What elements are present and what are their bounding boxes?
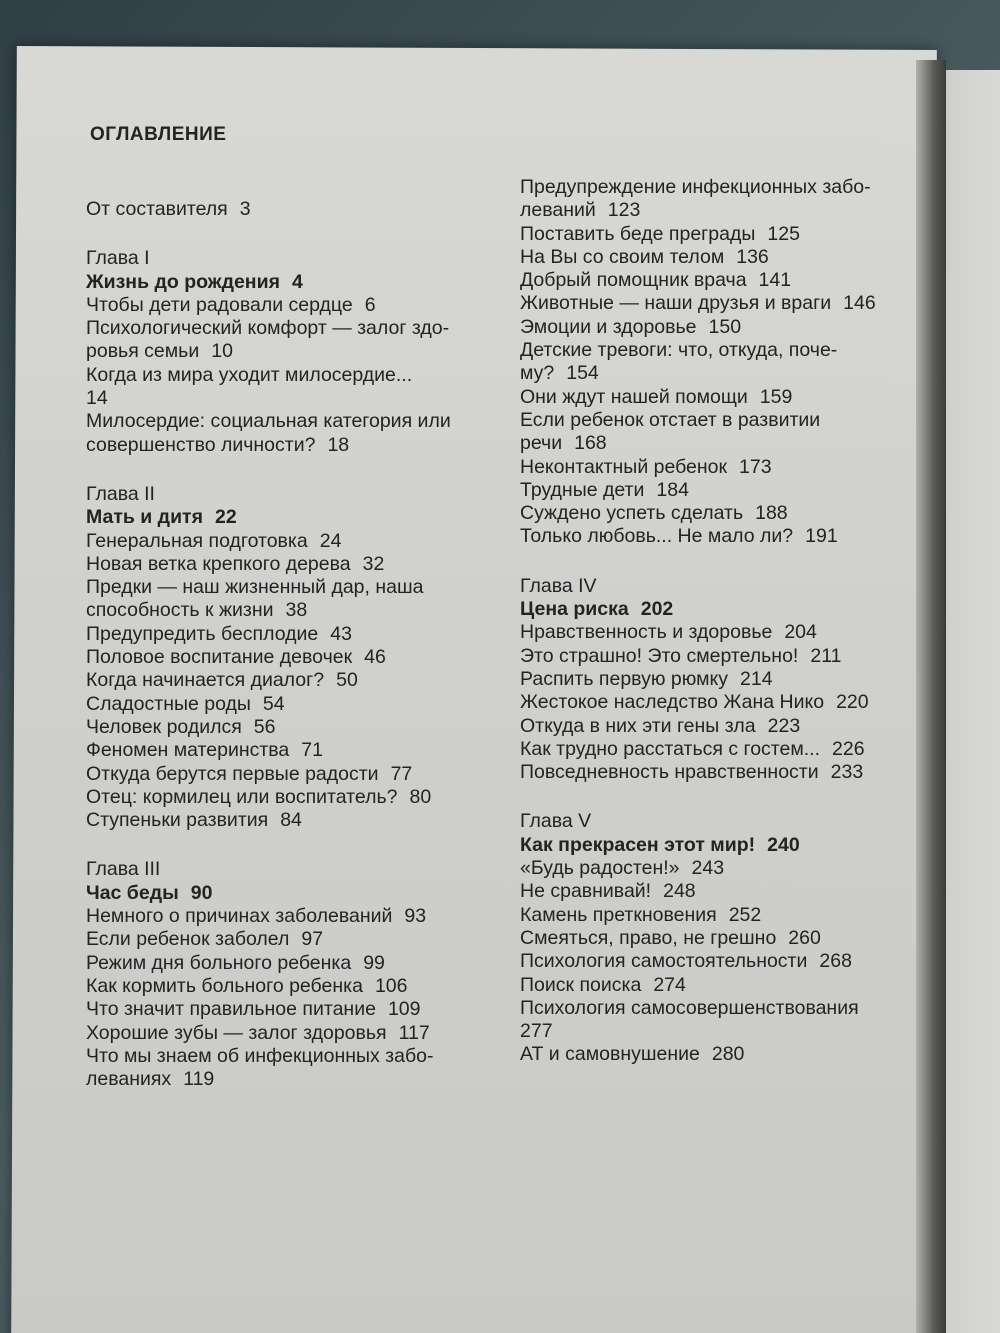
toc-entry-line1: Психологический комфорт — залог здо-: [86, 317, 450, 340]
chapter-label: Глава V: [520, 810, 592, 833]
toc-entry-line2: леваниях 119: [86, 1068, 215, 1091]
toc-entry: Режим дня больного ребенка 99: [86, 951, 385, 974]
toc-entry: Откуда берутся первые радости 77: [86, 762, 413, 785]
chapter-title: Как прекрасен этот мир! 240: [520, 833, 800, 856]
toc-entry-line2: совершенство личности? 18: [86, 433, 350, 456]
toc-entry: На Вы со своим телом 136: [520, 245, 769, 268]
toc-entry-page: 14: [86, 387, 108, 410]
toc-entry-line1: Детские тревоги: что, откуда, поче-: [520, 339, 838, 362]
toc-entry: Нравственность и здоровье 204: [520, 621, 817, 644]
toc-entry-line2: способность к жизни 38: [86, 599, 308, 622]
toc-entry: Что значит правильное питание 109: [86, 998, 421, 1021]
chapter-label: Глава III: [86, 858, 161, 881]
toc-entry: Добрый помощник врача 141: [520, 269, 792, 292]
chapter-title: Жизнь до рождения 4: [86, 270, 303, 293]
toc-entry: Камень преткновения 252: [520, 903, 762, 926]
toc-entry-line1: Когда из мира уходит милосердие...: [86, 363, 413, 386]
toc-entry-line2: ровья семьи 10: [86, 340, 233, 363]
toc-entry: «Будь радостен!» 243: [520, 857, 725, 880]
toc-entry-line1: Милосердие: социальная категория или: [86, 410, 451, 433]
toc-entry: Жестокое наследство Жана Нико 220: [520, 691, 869, 714]
toc-entry-line1: Если ребенок отстает в развитии: [520, 408, 821, 431]
toc-entry: Хорошие зубы — залог здоровья 117: [86, 1021, 430, 1044]
toc-entry-line1: Предки — наш жизненный дар, наша: [86, 576, 424, 599]
toc-entry-line1: Предупреждение инфекционных забо-: [520, 176, 871, 198]
toc-entry-line2: речи 168: [520, 432, 607, 455]
toc-entry-line2: леваний 123: [520, 199, 641, 222]
toc-entry-line1: Что мы знаем об инфекционных забо-: [86, 1044, 434, 1067]
toc-entry: Поставить беде преграды 125: [520, 222, 800, 245]
toc-entry: Только любовь... Не мало ли? 191: [520, 525, 838, 548]
toc-entry: [86, 198, 498, 221]
toc-entry: Сладостные роды 54: [86, 692, 285, 715]
toc-entry: Половое воспитание девочек 46: [86, 646, 386, 669]
chapter-label: Глава II: [86, 482, 155, 505]
toc-entry: Суждено успеть сделать 188: [520, 502, 788, 525]
toc-entry: Эмоции и здоровье 150: [520, 315, 742, 338]
toc-entry: Распить первую рюмку 214: [520, 667, 773, 690]
toc-heading: ОГЛАВЛЕНИЕ: [90, 124, 227, 145]
toc-entry: АТ и самовнушение 280: [520, 1043, 745, 1066]
toc-entry: Если ребенок заболел 97: [86, 928, 324, 951]
toc-entry: Откуда в них эти гены зла 223: [520, 714, 801, 737]
toc-entry: Человек родился 56: [86, 715, 276, 738]
chapter-title: Цена риска 202: [520, 598, 674, 621]
toc-entry: Неконтактный ребенок 173: [520, 455, 772, 478]
toc-entry: Животные — наши друзья и враги 146: [520, 292, 876, 315]
chapter-title: Час беды 90: [86, 881, 213, 904]
toc-entry: Ступеньки развития 84: [86, 809, 302, 832]
toc-entry: Смеяться, право, не грешно 260: [520, 926, 821, 949]
toc-entry: Как трудно расстаться с гостем... 226: [520, 737, 865, 760]
chapter-label: Глава I: [86, 247, 150, 270]
toc-entry: Это страшно! Это смертельно! 211: [520, 644, 842, 667]
chapter-label: Глава IV: [520, 574, 597, 597]
toc-entry: Поиск поиска 274: [520, 973, 686, 996]
toc-entry: Психология самостоятельности 268: [520, 950, 852, 973]
toc-entry: Трудные дети 184: [520, 478, 689, 501]
toc-entry: Феномен материнства 71: [86, 739, 323, 762]
chapter-title: Мать и дитя 22: [86, 506, 237, 529]
entry-page: 3: [239, 198, 251, 220]
toc-entry: Новая ветка крепкого дерева 32: [86, 552, 385, 575]
entry-title: От составителя: [86, 198, 228, 220]
toc-entry: Чтобы дети радовали сердце 6: [86, 293, 376, 316]
toc-entry-line2: му? 154: [520, 362, 599, 385]
toc-entry: Не сравнивай! 248: [520, 880, 696, 903]
toc-entry: Повседневность нравственности 233: [520, 761, 864, 784]
toc-entry-line1: Психология самосовершенствования: [520, 996, 859, 1019]
toc-entry: Отец: кормилец или воспитатель? 80: [86, 785, 432, 808]
toc-entry: Когда начинается диалог? 50: [86, 669, 358, 692]
toc-right-column: [520, 176, 920, 1067]
toc-entry: Немного о причинах заболеваний 93: [86, 905, 427, 928]
toc-entry: Как кормить больного ребенка 106: [86, 974, 408, 997]
toc-entry: Генеральная подготовка 24: [86, 529, 342, 552]
toc-entry-page: 277: [520, 1020, 553, 1043]
toc-entry: Предупредить бесплодие 43: [86, 622, 352, 645]
toc-entry: Они ждут нашей помощи 159: [520, 385, 793, 408]
toc-left-column: [86, 198, 498, 1091]
